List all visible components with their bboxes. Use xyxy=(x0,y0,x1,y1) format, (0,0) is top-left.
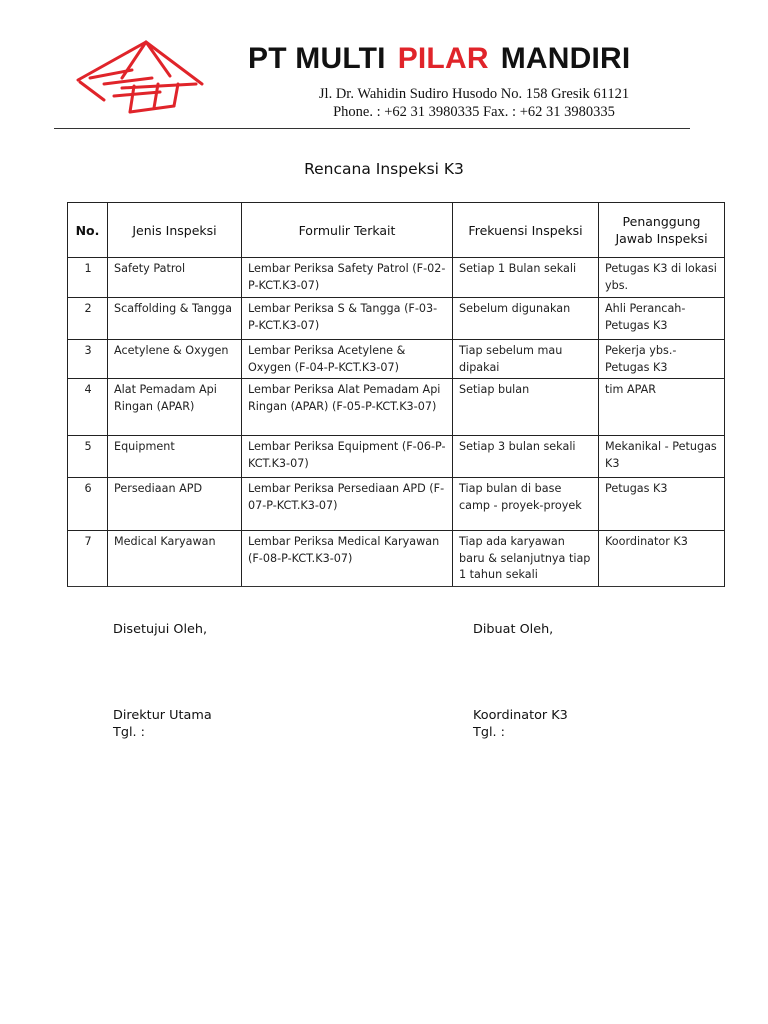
table-row xyxy=(68,258,725,298)
cell-no: 7 xyxy=(68,531,108,587)
cell-formulir: Lembar Periksa Persediaan APD (F-07-P-KCT.K3-07) xyxy=(242,478,453,531)
table-header-row xyxy=(68,203,725,258)
cell-formulir: Lembar Periksa Medical Karyawan (F-08-P-KCT.K3-07) xyxy=(242,531,453,587)
table-row xyxy=(68,340,725,379)
creator-role: Koordinator K3 xyxy=(473,708,568,723)
cell-jenis: Alat Pemadam Api Ringan (APAR) xyxy=(108,379,242,436)
table-bottom-rule xyxy=(67,586,724,587)
cell-penanggung: tim APAR xyxy=(599,379,725,436)
inspection-plan-table xyxy=(67,202,725,587)
cell-penanggung: Petugas K3 di lokasi ybs. xyxy=(599,258,725,298)
header-jenis-inspeksi: Jenis Inspeksi xyxy=(108,203,242,258)
cell-jenis: Persediaan APD xyxy=(108,478,242,531)
cell-penanggung: Petugas K3 xyxy=(599,478,725,531)
cell-jenis: Acetylene & Oxygen xyxy=(108,340,242,379)
cell-no: 5 xyxy=(68,436,108,478)
cell-jenis: Safety Patrol xyxy=(108,258,242,298)
header-formulir-terkait: Formulir Terkait xyxy=(242,203,453,258)
header-frekuensi-inspeksi: Frekuensi Inspeksi xyxy=(453,203,599,258)
cell-penanggung: Pekerja ybs.-Petugas K3 xyxy=(599,340,725,379)
cell-no: 6 xyxy=(68,478,108,531)
approved-by-label: Disetujui Oleh, xyxy=(113,622,208,637)
company-name: PT MULTI PILAR MANDIRI xyxy=(248,42,631,75)
cell-frekuensi: Tiap ada karyawan baru & selanjutnya tiap 1 tahun sekali xyxy=(453,531,599,587)
header-penanggung-jawab: Penanggung Jawab Inspeksi xyxy=(599,203,725,258)
table-row xyxy=(68,379,725,436)
cell-formulir: Lembar Periksa Alat Pemadam Api Ringan (APAR) (F-05-P-KCT.K3-07) xyxy=(242,379,453,436)
cell-no: 3 xyxy=(68,340,108,379)
creator-date: Tgl. : xyxy=(473,725,505,740)
document-title: Rencana Inspeksi K3 xyxy=(304,160,464,178)
header-no: No. xyxy=(68,203,108,258)
cell-formulir: Lembar Periksa Equipment (F-06-P-KCT.K3-07) xyxy=(242,436,453,478)
cell-jenis: Scaffolding & Tangga xyxy=(108,298,242,340)
table-row xyxy=(68,436,725,478)
cell-penanggung: Ahli Perancah-Petugas K3 xyxy=(599,298,725,340)
cell-frekuensi: Setiap 3 bulan sekali xyxy=(453,436,599,478)
cell-formulir: Lembar Periksa Safety Patrol (F-02-P-KCT.K3-07) xyxy=(242,258,453,298)
cell-jenis: Medical Karyawan xyxy=(108,531,242,587)
company-contact: Phone. : +62 31 3980335 Fax. : +62 31 3980335 xyxy=(333,104,615,120)
cell-no: 4 xyxy=(68,379,108,436)
company-address: Jl. Dr. Wahidin Sudiro Husodo No. 158 Gresik 61121 xyxy=(318,86,630,102)
header-divider xyxy=(54,128,690,129)
cell-frekuensi: Setiap 1 Bulan sekali xyxy=(453,258,599,298)
cell-frekuensi: Sebelum digunakan xyxy=(453,298,599,340)
cell-no: 2 xyxy=(68,298,108,340)
table-row xyxy=(68,531,725,587)
cell-frekuensi: Tiap sebelum mau dipakai xyxy=(453,340,599,379)
approver-role: Direktur Utama xyxy=(113,708,212,723)
cell-no: 1 xyxy=(68,258,108,298)
cell-penanggung: Mekanikal - Petugas K3 xyxy=(599,436,725,478)
cell-formulir: Lembar Periksa S & Tangga (F-03-P-KCT.K3-07) xyxy=(242,298,453,340)
cell-formulir: Lembar Periksa Acetylene & Oxygen (F-04-P-KCT.K3-07) xyxy=(242,340,453,379)
cell-jenis: Equipment xyxy=(108,436,242,478)
cell-penanggung: Koordinator K3 xyxy=(599,531,725,587)
cell-frekuensi: Setiap bulan xyxy=(453,379,599,436)
table-row xyxy=(68,478,725,531)
company-logo-icon xyxy=(74,34,208,124)
cell-frekuensi: Tiap bulan di base camp - proyek-proyek xyxy=(453,478,599,531)
approver-date: Tgl. : xyxy=(113,725,145,740)
table-row xyxy=(68,298,725,340)
created-by-label: Dibuat Oleh, xyxy=(473,622,554,637)
